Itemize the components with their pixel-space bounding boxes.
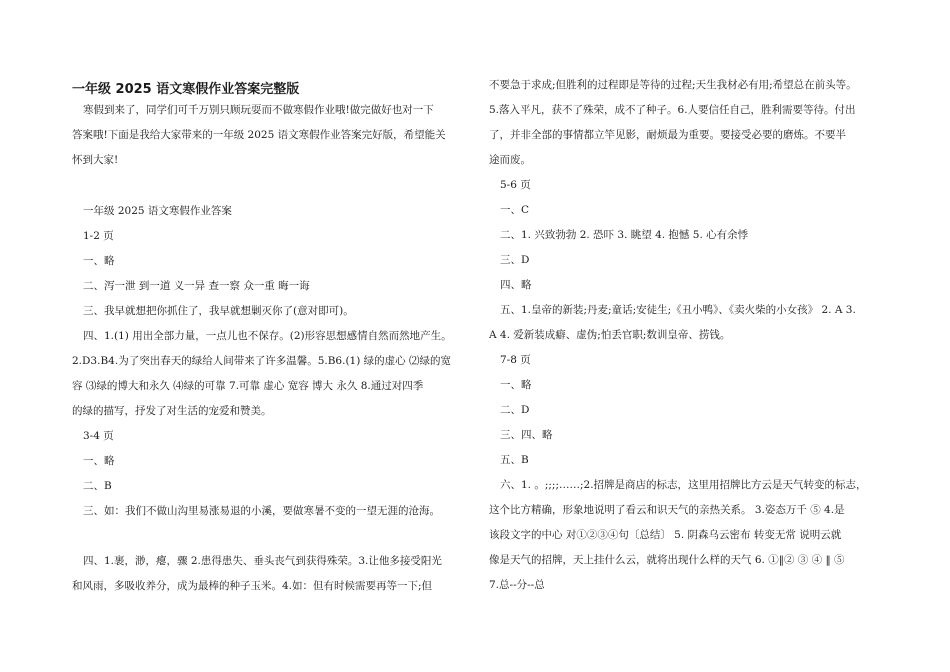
answer-line: 四、1.裹，渺，瘪，骤 2.患得患失、垂头丧气到获得殊荣。3.让他多接受阳光 xyxy=(83,555,442,567)
document-title: 一年级 2025 语文寒假作业答案完整版 xyxy=(72,82,300,97)
answer-line: 2.D3.B4.为了突出春天的绿给人间带来了许多温馨。5.B6.(1) 绿的虚心 ⑵绿的宽 xyxy=(72,355,451,367)
answer-line: 途而废。 xyxy=(489,154,531,166)
answer-line: 的绿的描写，抒发了对生活的宠爱和赞美。 xyxy=(72,405,272,417)
answer-line: 四、略 xyxy=(500,279,532,291)
intro-line: 怀到大家! xyxy=(72,154,119,166)
answer-line: 该段文字的中心 对①②③④句〔总结〕 5. 阴森乌云密布 转变无常 说明云就 xyxy=(489,529,842,541)
answer-line: 容 ⑶绿的博大和永久 ⑷绿的可靠 7.可靠 虚心 宽容 博大 永久 8.通过对四季 xyxy=(72,380,424,392)
section-heading: 一年级 2025 语文寒假作业答案 xyxy=(83,205,232,217)
page-range-heading: 1-2 页 xyxy=(83,230,114,242)
answer-line: 六、1. 。;;;;……;2.招牌是商店的标志，这里用招牌比方云是天气转变的标志， xyxy=(500,479,867,491)
answer-line: 三、D xyxy=(500,254,530,266)
page-range-heading: 7-8 页 xyxy=(500,354,531,366)
answer-line: 五、1.皇帝的新装;丹麦;童话;安徒生;《丑小鸭》、《卖火柴的小女孩》 2. A 3. xyxy=(500,304,856,316)
answer-line: 二、D xyxy=(500,404,530,416)
answer-line: 三、四、略 xyxy=(500,429,553,441)
answer-line: 这个比方精确，形象地说明了看云和识天气的亲热关系。 3.姿态万千 ⑤ 4.是 xyxy=(489,504,845,516)
answer-line: 了，并非全部的事情都立竿见影，耐烦最为重要。要接受必要的磨炼。不要半 xyxy=(489,129,846,141)
answer-line: 一、C xyxy=(500,204,530,216)
answer-line: A 4. 爱新装成癖、虚伪;怕丢官职;数训皇帝、捞钱。 xyxy=(489,329,731,341)
answer-line: 一、略 xyxy=(500,379,532,391)
answer-line: 五、B xyxy=(500,454,529,466)
answer-line: 一、略 xyxy=(83,255,115,267)
page-range-heading: 3-4 页 xyxy=(83,430,114,442)
answer-line: 一、略 xyxy=(83,455,115,467)
answer-line: 像是天气的招牌，天上挂什么云，就将出现什么样的天气 6. ①‖② ③ ④ ‖ ⑤ xyxy=(489,554,845,566)
intro-line: 答案哦!下面是我给大家带来的一年级 2025 语文寒假作业答案完好版，希望能关 xyxy=(72,129,446,141)
answer-line: 7.总--分--总 xyxy=(489,579,545,591)
answer-line: 不要急于求成;但胜利的过程即是等待的过程;天生我材必有用;希望总在前头等。 xyxy=(489,79,857,91)
answer-line: 二、泻一泄 到一道 义一异 查一察 众一重 晦一诲 xyxy=(83,280,310,292)
answer-line: 四、1.(1) 用出全部力量，一点儿也不保存。(2)形容思想感情自然而然地产生。 xyxy=(83,330,452,342)
answer-line: 5.落入平凡，获不了殊荣，成不了种子。6.人要信任自己，胜利需要等待。付出 xyxy=(489,104,856,116)
page-range-heading: 5-6 页 xyxy=(500,179,531,191)
answer-line: 和风雨，多吸收养分，成为最棒的种子玉米。4.如：但有时候需要再等一下;但 xyxy=(72,580,433,592)
answer-line: 二、B xyxy=(83,480,112,492)
answer-line: 二、1. 兴致勃勃 2. 恐吓 3. 眺望 4. 抱憾 5. 心有余悸 xyxy=(500,229,749,241)
answer-line: 三、如：我们不做山沟里易涨易退的小溪，要做寒暑不变的一望无涯的沧海。 xyxy=(83,505,440,517)
answer-line: 三、我早就想把你抓住了，我早就想剿灭你了(意对即可)。 xyxy=(83,305,354,317)
intro-line: 寒假到来了，同学们可千万别只顾玩耍而不做寒假作业哦!做完做好也对一下 xyxy=(83,104,434,116)
